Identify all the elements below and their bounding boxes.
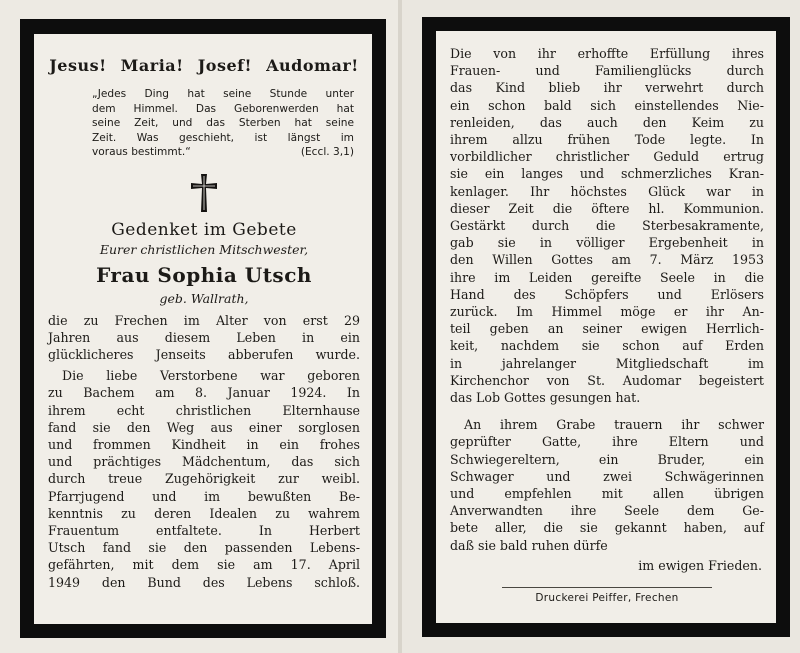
memorial-subheading: Eurer christlichen Mitschwester, bbox=[99, 241, 309, 257]
paragraph-illness bbox=[450, 45, 764, 406]
text-line: Schwager und zwei Schwägerinnen bbox=[450, 468, 764, 484]
text-line: vorbildlicher christlicher Geduld ertrug bbox=[450, 149, 764, 165]
text-line: zu Bachem am 8. Januar 1924. In bbox=[48, 385, 360, 401]
text-line: kenntnis zu deren Idealen zu wahrem bbox=[48, 505, 360, 521]
paragraph-biography bbox=[48, 367, 360, 591]
deceased-name: Frau Sophia Utsch bbox=[96, 262, 312, 287]
left-card-content bbox=[34, 34, 372, 624]
text-line: Frauentum entfaltete. In Herbert bbox=[48, 522, 360, 538]
text-line: Die liebe Verstorbene war geboren bbox=[62, 368, 360, 384]
left-card-panel bbox=[0, 0, 398, 653]
text-line: ihrem echt christlichen Elternhause bbox=[48, 402, 360, 418]
text-line: Gestärkt durch die Sterbesakramente, bbox=[450, 218, 764, 234]
quote-line: seine Zeit, und das Sterben hat seine bbox=[92, 117, 354, 129]
printer-divider bbox=[502, 587, 712, 588]
text-line: gab sie in völliger Ergebenheit in bbox=[450, 235, 764, 251]
text-line: Hand des Schöpfers und Erlösers bbox=[450, 286, 764, 302]
quote-line: voraus bestimmt.“ bbox=[92, 146, 191, 158]
text-line: sie ein langes und schmerzliches Kran- bbox=[450, 166, 764, 182]
text-line: zurück. Im Himmel möge er ihr An- bbox=[450, 304, 764, 320]
paragraph-death-notice bbox=[48, 312, 360, 364]
right-card-content bbox=[436, 31, 776, 623]
text-line: renleiden, das auch den Keim zu bbox=[450, 114, 764, 130]
text-line: durch treue Zugehörigkeit zur weibl. bbox=[48, 471, 360, 487]
scripture-quote bbox=[48, 87, 360, 160]
quote-line: Zeit. Was geschieht, ist längst im bbox=[92, 131, 354, 144]
text-line: fand sie den Weg aus einer sorglosen bbox=[48, 419, 360, 435]
closing-line: im ewigen Frieden. bbox=[638, 557, 762, 573]
text-line: den Willen Gottes am 7. März 1953 bbox=[450, 252, 764, 268]
text-line: daß sie bald ruhen dürfe bbox=[450, 537, 608, 553]
text-line: gefährten, mit dem sie am 17. April bbox=[48, 557, 360, 573]
text-line: dieser Zeit die öftere hl. Kommunion. bbox=[450, 200, 764, 216]
text-line: Die von ihr erhoffte Erfüllung ihres bbox=[450, 46, 764, 61]
text-line: ihre im Leiden gereifte Seele in die bbox=[450, 269, 764, 285]
text-line: die zu Frechen im Alter von erst 29 bbox=[48, 312, 360, 328]
text-line: teil geben an seiner ewigen Herrlich- bbox=[450, 321, 764, 337]
text-line: Pfarrjugend und im bewußten Be- bbox=[48, 488, 360, 504]
invocation-line: Jesus! Maria! Josef! Audomar! bbox=[49, 56, 359, 75]
text-line: in jahrelanger Mitgliedschaft im bbox=[450, 355, 764, 371]
text-line: An ihrem Grabe trauern ihr schwer bbox=[464, 417, 764, 433]
text-line: Jahren aus diesem Leben in ein bbox=[48, 329, 360, 345]
text-line: bete aller, die sie gekannt haben, auf bbox=[450, 520, 764, 536]
text-line: und empfehlen mit allen übrigen bbox=[450, 486, 764, 502]
latin-cross-icon bbox=[184, 172, 224, 214]
text-line: das Kind blieb ihr verwehrt durch bbox=[450, 80, 764, 96]
quote-last-line bbox=[92, 145, 354, 160]
text-line: keit, nachdem sie schon auf Erden bbox=[450, 338, 764, 354]
right-card-panel bbox=[402, 0, 800, 653]
text-line: 1949 den Bund des Lebens schloß. bbox=[48, 574, 360, 590]
text-line: und frommen Kindheit in ein frohes bbox=[48, 436, 360, 452]
text-line: kenlager. Ihr höchstes Glück war in bbox=[450, 183, 764, 199]
text-line: ihrem allzu frühen Tode legte. In bbox=[450, 132, 764, 148]
text-line: das Lob Gottes gesungen hat. bbox=[450, 390, 641, 406]
printer-imprint: Druckerei Peiffer, Frechen bbox=[535, 591, 679, 604]
quote-line: dem Himmel. Das Geborenwerden hat bbox=[92, 102, 354, 115]
text-line: ein schon bald sich einstellendes Nie- bbox=[450, 97, 764, 113]
quote-line: „Jedes Ding hat seine Stunde unter bbox=[92, 88, 354, 100]
memorial-heading: Gedenket im Gebete bbox=[111, 219, 297, 240]
quote-source: (Eccl. 3,1) bbox=[300, 146, 354, 158]
text-line: geprüfter Gatte, ihre Eltern und bbox=[450, 434, 764, 450]
text-line: glücklicheres Jenseits abberufen wurde. bbox=[48, 346, 360, 362]
text-line: und prächtiges Mädchentum, das sich bbox=[48, 454, 360, 470]
paragraph-mourners bbox=[450, 416, 764, 554]
birth-name: geb. Wallrath, bbox=[159, 290, 249, 306]
text-line: Schwiegereltern, ein Bruder, ein bbox=[450, 451, 764, 467]
text-line: Anverwandten ihre Seele dem Ge- bbox=[450, 503, 764, 519]
text-line: Utsch fand sie den passenden Lebens- bbox=[48, 540, 360, 556]
text-line: Frauen- und Familienglücks durch bbox=[450, 63, 764, 79]
text-line: Kirchenchor von St. Audomar begeistert bbox=[450, 372, 764, 388]
